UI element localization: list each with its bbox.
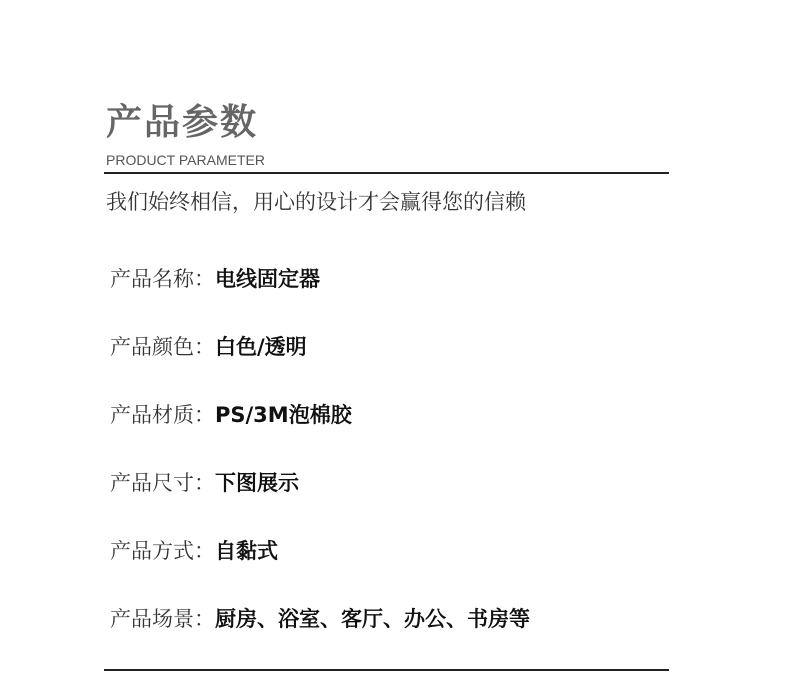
bottom-divider xyxy=(104,669,669,671)
spec-row-name xyxy=(110,262,530,330)
spec-value: 电线固定器 xyxy=(215,267,320,291)
spec-row-method xyxy=(110,534,530,602)
spec-value: 自黏式 xyxy=(215,539,278,563)
spec-label: 产品名称： xyxy=(110,267,215,291)
spec-row-material xyxy=(110,398,530,466)
spec-value: 厨房、浴室、客厅、办公、书房等 xyxy=(215,607,530,631)
spec-list xyxy=(110,262,530,670)
spec-label: 产品颜色： xyxy=(110,335,215,359)
spec-value: 下图展示 xyxy=(215,471,299,495)
spec-label: 产品材质： xyxy=(110,403,215,427)
spec-value: 白色/透明 xyxy=(215,335,307,359)
spec-label: 产品方式： xyxy=(110,539,215,563)
spec-label: 产品尺寸： xyxy=(110,471,215,495)
spec-row-color xyxy=(110,330,530,398)
spec-label: 产品场景： xyxy=(110,607,215,631)
top-divider xyxy=(104,172,669,174)
spec-value: PS/3M泡棉胶 xyxy=(215,403,352,427)
spec-row-scene xyxy=(110,602,530,670)
section-subtitle: PRODUCT PARAMETER xyxy=(106,152,265,168)
section-title: 产品参数 xyxy=(106,102,259,143)
tagline: 我们始终相信，用心的设计才会赢得您的信赖 xyxy=(106,190,526,214)
spec-row-size xyxy=(110,466,530,534)
